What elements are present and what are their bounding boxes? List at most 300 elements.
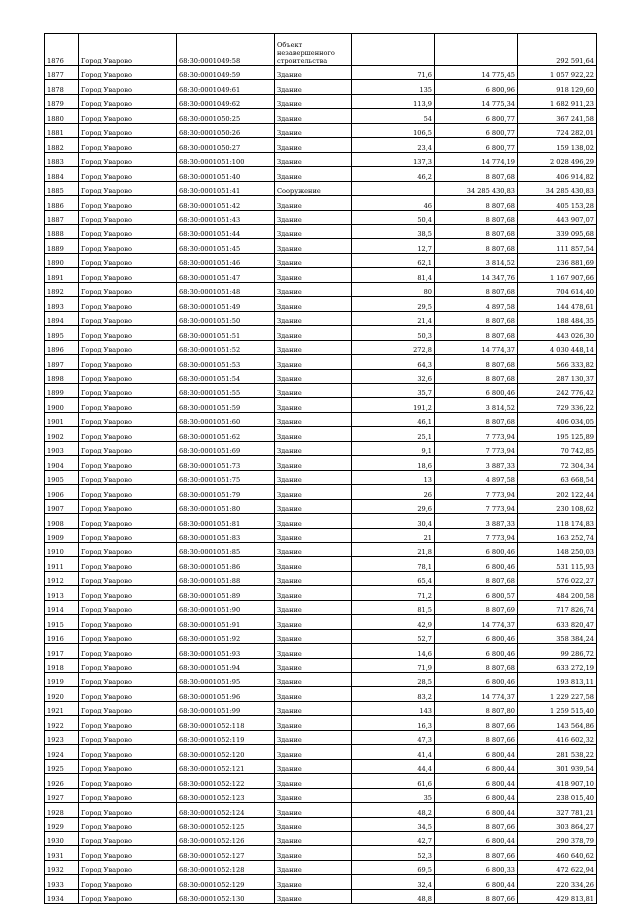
table-row: [45, 239, 597, 253]
cell-settlement: Город Уварово: [79, 412, 177, 426]
table-body: [45, 34, 597, 904]
cell-cadastral-value: 99 286,72: [518, 644, 597, 658]
cell-area: 64,3: [352, 355, 435, 369]
cell-row-number: 1881: [45, 123, 79, 137]
cell-object-type: Здание: [275, 817, 352, 831]
table-row: [45, 557, 597, 571]
cell-unit-value: 8 807,68: [435, 326, 518, 340]
cell-object-type: Здание: [275, 571, 352, 585]
cell-cadastral-number: 68:30:0001051:55: [177, 383, 275, 397]
cell-cadastral-number: 68:30:0001051:46: [177, 253, 275, 267]
cell-row-number: 1908: [45, 514, 79, 528]
cell-settlement: Город Уварово: [79, 557, 177, 571]
table-row: [45, 152, 597, 166]
table-row: [45, 499, 597, 513]
table-row: [45, 412, 597, 426]
cell-cadastral-value: 367 241,58: [518, 109, 597, 123]
table-row: [45, 441, 597, 455]
cell-object-type: Здание: [275, 268, 352, 282]
cell-cadastral-number: 68:30:0001049:58: [177, 34, 275, 66]
cell-cadastral-number: 68:30:0001049:61: [177, 80, 275, 94]
table-row: [45, 427, 597, 441]
cell-settlement: Город Уварово: [79, 832, 177, 846]
cell-object-type: Здание: [275, 80, 352, 94]
cell-settlement: Город Уварово: [79, 224, 177, 238]
cell-area: 65,4: [352, 571, 435, 585]
cell-area: 25,1: [352, 427, 435, 441]
cell-object-type: Здание: [275, 716, 352, 730]
cell-cadastral-number: 68:30:0001051:44: [177, 224, 275, 238]
table-row: [45, 123, 597, 137]
cell-area: 9,1: [352, 441, 435, 455]
cell-cadastral-value: 195 125,89: [518, 427, 597, 441]
cell-row-number: 1893: [45, 297, 79, 311]
cell-cadastral-number: 68:30:0001051:73: [177, 456, 275, 470]
cell-row-number: 1912: [45, 571, 79, 585]
cell-object-type: Здание: [275, 803, 352, 817]
cell-settlement: Город Уварово: [79, 745, 177, 759]
cell-row-number: 1882: [45, 138, 79, 152]
cell-area: [352, 34, 435, 66]
cell-area: 69,5: [352, 860, 435, 874]
cell-cadastral-value: 303 864,27: [518, 817, 597, 831]
cell-object-type: Здание: [275, 860, 352, 874]
cell-object-type: Здание: [275, 253, 352, 267]
cell-cadastral-number: 68:30:0001051:51: [177, 326, 275, 340]
cell-settlement: Город Уварово: [79, 427, 177, 441]
cell-unit-value: 6 800,77: [435, 138, 518, 152]
cell-cadastral-number: 68:30:0001050:27: [177, 138, 275, 152]
table-row: [45, 673, 597, 687]
cell-area: 272,8: [352, 340, 435, 354]
cell-settlement: Город Уварово: [79, 239, 177, 253]
cell-cadastral-value: 72 304,34: [518, 456, 597, 470]
cell-object-type: Здание: [275, 514, 352, 528]
cell-row-number: 1921: [45, 701, 79, 715]
cell-unit-value: 6 800,33: [435, 860, 518, 874]
cell-cadastral-value: 460 640,62: [518, 846, 597, 860]
cell-area: 81,5: [352, 600, 435, 614]
cell-cadastral-value: 193 813,11: [518, 673, 597, 687]
cell-unit-value: 7 773,94: [435, 441, 518, 455]
cell-area: 21,8: [352, 542, 435, 556]
cell-row-number: 1927: [45, 788, 79, 802]
cell-cadastral-number: 68:30:0001051:54: [177, 369, 275, 383]
cell-cadastral-value: 724 282,01: [518, 123, 597, 137]
table-row: [45, 109, 597, 123]
cell-settlement: Город Уварово: [79, 701, 177, 715]
cell-unit-value: 3 814,52: [435, 253, 518, 267]
cell-cadastral-value: 238 015,40: [518, 788, 597, 802]
table-row: [45, 875, 597, 889]
cell-settlement: Город Уварово: [79, 846, 177, 860]
table-row: [45, 398, 597, 412]
cell-object-type: Здание: [275, 152, 352, 166]
cell-settlement: Город Уварово: [79, 152, 177, 166]
cell-cadastral-number: 68:30:0001051:100: [177, 152, 275, 166]
cell-settlement: Город Уварово: [79, 615, 177, 629]
cell-row-number: 1885: [45, 181, 79, 195]
cell-object-type: Здание: [275, 109, 352, 123]
cell-cadastral-value: 1 167 907,66: [518, 268, 597, 282]
cell-unit-value: 8 807,68: [435, 658, 518, 672]
cell-area: 191,2: [352, 398, 435, 412]
cell-cadastral-value: 4 030 448,14: [518, 340, 597, 354]
cell-cadastral-number: 68:30:0001051:69: [177, 441, 275, 455]
cell-cadastral-value: 1 229 227,58: [518, 687, 597, 701]
cell-row-number: 1894: [45, 311, 79, 325]
cell-unit-value: 3 887,33: [435, 456, 518, 470]
cell-unit-value: 6 800,46: [435, 542, 518, 556]
cell-unit-value: 3 814,52: [435, 398, 518, 412]
cell-cadastral-number: 68:30:0001050:25: [177, 109, 275, 123]
cell-area: 23,4: [352, 138, 435, 152]
cell-area: 35,7: [352, 383, 435, 397]
cell-row-number: 1890: [45, 253, 79, 267]
cell-object-type: Здание: [275, 66, 352, 80]
cell-unit-value: 4 897,58: [435, 470, 518, 484]
cell-area: 83,2: [352, 687, 435, 701]
cell-object-type: Здание: [275, 629, 352, 643]
cell-cadastral-number: 68:30:0001049:62: [177, 94, 275, 108]
cell-area: 78,1: [352, 557, 435, 571]
cell-row-number: 1891: [45, 268, 79, 282]
cell-area: 13: [352, 470, 435, 484]
cell-cadastral-number: 68:30:0001051:40: [177, 167, 275, 181]
cell-row-number: 1876: [45, 34, 79, 66]
cell-object-type: Здание: [275, 875, 352, 889]
cell-object-type: Здание: [275, 832, 352, 846]
cell-cadastral-number: 68:30:0001051:80: [177, 499, 275, 513]
cell-row-number: 1905: [45, 470, 79, 484]
table-row: [45, 80, 597, 94]
cell-cadastral-number: 68:30:0001051:96: [177, 687, 275, 701]
cell-cadastral-number: 68:30:0001051:75: [177, 470, 275, 484]
cell-settlement: Город Уварово: [79, 470, 177, 484]
cell-object-type: Здание: [275, 542, 352, 556]
cell-object-type: Здание: [275, 441, 352, 455]
table-row: [45, 340, 597, 354]
cell-area: 28,5: [352, 673, 435, 687]
cell-settlement: Город Уварово: [79, 730, 177, 744]
cell-object-type: Здание: [275, 658, 352, 672]
cell-unit-value: 14 775,34: [435, 94, 518, 108]
cell-settlement: Город Уварово: [79, 860, 177, 874]
cell-cadastral-number: 68:30:0001051:94: [177, 658, 275, 672]
cell-unit-value: 14 774,37: [435, 615, 518, 629]
cell-settlement: Город Уварово: [79, 817, 177, 831]
cell-object-type: Здание: [275, 586, 352, 600]
cell-cadastral-number: 68:30:0001052:130: [177, 889, 275, 903]
table-row: [45, 716, 597, 730]
cell-object-type: Здание: [275, 788, 352, 802]
cell-object-type: Здание: [275, 326, 352, 340]
cell-cadastral-value: 188 484,35: [518, 311, 597, 325]
table-row: [45, 253, 597, 267]
cell-object-type: Здание: [275, 398, 352, 412]
cell-row-number: 1923: [45, 730, 79, 744]
cell-unit-value: 8 807,68: [435, 311, 518, 325]
cell-cadastral-value: 163 252,74: [518, 528, 597, 542]
cell-unit-value: 3 887,33: [435, 514, 518, 528]
cell-object-type: Здание: [275, 846, 352, 860]
cell-area: 143: [352, 701, 435, 715]
cell-cadastral-value: 292 591,64: [518, 34, 597, 66]
cell-row-number: 1926: [45, 774, 79, 788]
cell-cadastral-number: 68:30:0001051:88: [177, 571, 275, 585]
cell-object-type: Здание: [275, 889, 352, 903]
cell-unit-value: 6 800,57: [435, 586, 518, 600]
cell-object-type: Здание: [275, 485, 352, 499]
cell-area: 18,6: [352, 456, 435, 470]
cell-cadastral-value: 729 336,22: [518, 398, 597, 412]
cell-settlement: Город Уварово: [79, 196, 177, 210]
cell-cadastral-value: 429 813,81: [518, 889, 597, 903]
cell-area: 80: [352, 282, 435, 296]
cell-cadastral-number: 68:30:0001051:43: [177, 210, 275, 224]
cell-cadastral-number: 68:30:0001051:59: [177, 398, 275, 412]
table-row: [45, 210, 597, 224]
cell-settlement: Город Уварово: [79, 687, 177, 701]
cell-settlement: Город Уварово: [79, 297, 177, 311]
cell-cadastral-value: 717 826,74: [518, 600, 597, 614]
cell-area: 46,2: [352, 167, 435, 181]
cell-cadastral-number: 68:30:0001052:125: [177, 817, 275, 831]
cell-row-number: 1911: [45, 557, 79, 571]
cell-cadastral-value: 202 122,44: [518, 485, 597, 499]
cell-cadastral-number: 68:30:0001051:41: [177, 181, 275, 195]
cell-object-type: Здание: [275, 470, 352, 484]
cell-object-type: Здание: [275, 673, 352, 687]
table-row: [45, 701, 597, 715]
cell-unit-value: 6 800,77: [435, 123, 518, 137]
cell-row-number: 1933: [45, 875, 79, 889]
cell-object-type: Сооружение: [275, 181, 352, 195]
cell-cadastral-value: 704 614,40: [518, 282, 597, 296]
cell-row-number: 1892: [45, 282, 79, 296]
cell-cadastral-value: 143 564,86: [518, 716, 597, 730]
cell-row-number: 1901: [45, 412, 79, 426]
cell-cadastral-value: 443 026,30: [518, 326, 597, 340]
table-row: [45, 456, 597, 470]
cell-unit-value: [435, 34, 518, 66]
cell-object-type: Здание: [275, 759, 352, 773]
cell-cadastral-number: 68:30:0001052:124: [177, 803, 275, 817]
cell-settlement: Город Уварово: [79, 673, 177, 687]
cell-area: 46,1: [352, 412, 435, 426]
cell-object-type: Здание: [275, 282, 352, 296]
cell-cadastral-number: 68:30:0001051:95: [177, 673, 275, 687]
cell-object-type: Здание: [275, 615, 352, 629]
cell-cadastral-number: 68:30:0001051:89: [177, 586, 275, 600]
table-row: [45, 542, 597, 556]
cell-cadastral-value: 287 130,37: [518, 369, 597, 383]
table-row: [45, 644, 597, 658]
cell-cadastral-value: 118 174,83: [518, 514, 597, 528]
cell-area: 41,4: [352, 745, 435, 759]
cell-cadastral-number: 68:30:0001051:91: [177, 615, 275, 629]
cell-area: 62,1: [352, 253, 435, 267]
cell-cadastral-number: 68:30:0001051:62: [177, 427, 275, 441]
cell-object-type: Здание: [275, 745, 352, 759]
cell-row-number: 1899: [45, 383, 79, 397]
cell-area: 29,5: [352, 297, 435, 311]
cell-cadastral-value: 418 907,10: [518, 774, 597, 788]
cell-unit-value: 6 800,44: [435, 875, 518, 889]
cell-settlement: Город Уварово: [79, 586, 177, 600]
cell-row-number: 1919: [45, 673, 79, 687]
table-row: [45, 383, 597, 397]
cell-settlement: Город Уварово: [79, 282, 177, 296]
cell-row-number: 1920: [45, 687, 79, 701]
cell-area: 52,7: [352, 629, 435, 643]
cell-area: 61,6: [352, 774, 435, 788]
cell-area: 47,3: [352, 730, 435, 744]
table-row: [45, 167, 597, 181]
cell-settlement: Город Уварово: [79, 66, 177, 80]
cell-area: 81,4: [352, 268, 435, 282]
table-row: [45, 600, 597, 614]
cell-unit-value: 6 800,46: [435, 673, 518, 687]
cell-settlement: Город Уварово: [79, 383, 177, 397]
cell-unit-value: 8 807,69: [435, 600, 518, 614]
cell-object-type: Здание: [275, 94, 352, 108]
cell-area: 30,4: [352, 514, 435, 528]
cell-cadastral-value: 531 115,93: [518, 557, 597, 571]
cell-unit-value: 8 807,68: [435, 571, 518, 585]
cell-object-type: Здание: [275, 383, 352, 397]
table-row: [45, 860, 597, 874]
table-row: [45, 817, 597, 831]
cell-settlement: Город Уварово: [79, 803, 177, 817]
cell-unit-value: 8 807,68: [435, 210, 518, 224]
cell-settlement: Город Уварово: [79, 889, 177, 903]
cell-cadastral-number: 68:30:0001051:85: [177, 542, 275, 556]
cell-unit-value: 7 773,94: [435, 485, 518, 499]
cell-object-type: Здание: [275, 239, 352, 253]
cell-area: 71,9: [352, 658, 435, 672]
cell-object-type: Здание: [275, 427, 352, 441]
cell-object-type: Здание: [275, 774, 352, 788]
cell-cadastral-value: 406 034,05: [518, 412, 597, 426]
cell-settlement: Город Уварово: [79, 253, 177, 267]
cell-object-type: Здание: [275, 528, 352, 542]
cell-unit-value: 8 807,66: [435, 817, 518, 831]
cadastral-value-table: [44, 33, 597, 904]
cell-area: [352, 181, 435, 195]
cell-object-type: Здание: [275, 456, 352, 470]
cell-unit-value: 8 807,66: [435, 889, 518, 903]
cell-settlement: Город Уварово: [79, 875, 177, 889]
cell-area: 38,5: [352, 224, 435, 238]
cell-unit-value: 8 807,80: [435, 701, 518, 715]
cell-cadastral-number: 68:30:0001052:126: [177, 832, 275, 846]
cell-settlement: Город Уварово: [79, 80, 177, 94]
cell-area: 26: [352, 485, 435, 499]
cell-object-type: Здание: [275, 311, 352, 325]
cell-unit-value: 8 807,68: [435, 355, 518, 369]
cell-row-number: 1909: [45, 528, 79, 542]
cell-unit-value: 8 807,66: [435, 846, 518, 860]
cell-object-type: Здание: [275, 412, 352, 426]
cell-row-number: 1929: [45, 817, 79, 831]
cell-object-type: Здание: [275, 499, 352, 513]
cell-area: 35: [352, 788, 435, 802]
cell-row-number: 1889: [45, 239, 79, 253]
cell-object-type: Здание: [275, 644, 352, 658]
table-row: [45, 66, 597, 80]
cell-cadastral-number: 68:30:0001051:49: [177, 297, 275, 311]
cell-settlement: Город Уварово: [79, 542, 177, 556]
cell-area: 14,6: [352, 644, 435, 658]
cell-settlement: Город Уварово: [79, 181, 177, 195]
cell-settlement: Город Уварово: [79, 34, 177, 66]
cell-unit-value: 6 800,44: [435, 745, 518, 759]
cell-settlement: Город Уварово: [79, 629, 177, 643]
cell-row-number: 1880: [45, 109, 79, 123]
cell-settlement: Город Уварово: [79, 94, 177, 108]
cell-row-number: 1915: [45, 615, 79, 629]
table-row: [45, 514, 597, 528]
cell-area: 71,2: [352, 586, 435, 600]
cell-settlement: Город Уварово: [79, 123, 177, 137]
table-row: [45, 615, 597, 629]
cell-settlement: Город Уварово: [79, 167, 177, 181]
cell-cadastral-number: 68:30:0001051:45: [177, 239, 275, 253]
cell-settlement: Город Уварово: [79, 268, 177, 282]
cell-area: 29,6: [352, 499, 435, 513]
cell-row-number: 1904: [45, 456, 79, 470]
cell-cadastral-value: 301 939,54: [518, 759, 597, 773]
cell-cadastral-number: 68:30:0001051:92: [177, 629, 275, 643]
cell-unit-value: 8 807,66: [435, 716, 518, 730]
table-row: [45, 586, 597, 600]
cell-cadastral-value: 2 028 496,29: [518, 152, 597, 166]
cell-row-number: 1925: [45, 759, 79, 773]
cell-cadastral-number: 68:30:0001052:128: [177, 860, 275, 874]
cell-unit-value: 14 774,37: [435, 340, 518, 354]
cell-cadastral-value: 159 138,02: [518, 138, 597, 152]
cell-unit-value: 6 800,46: [435, 383, 518, 397]
cell-cadastral-number: 68:30:0001052:119: [177, 730, 275, 744]
cell-cadastral-value: 70 742,85: [518, 441, 597, 455]
cell-cadastral-number: 68:30:0001050:26: [177, 123, 275, 137]
cell-cadastral-value: 472 622,94: [518, 860, 597, 874]
cell-object-type: Здание: [275, 224, 352, 238]
cell-row-number: 1900: [45, 398, 79, 412]
cell-settlement: Город Уварово: [79, 528, 177, 542]
cell-cadastral-number: 68:30:0001051:86: [177, 557, 275, 571]
cell-cadastral-value: 1 057 922,22: [518, 66, 597, 80]
cell-unit-value: 7 773,94: [435, 499, 518, 513]
cell-settlement: Город Уварово: [79, 369, 177, 383]
cell-area: 42,9: [352, 615, 435, 629]
cell-row-number: 1910: [45, 542, 79, 556]
cell-row-number: 1898: [45, 369, 79, 383]
cell-unit-value: 6 800,44: [435, 832, 518, 846]
cell-settlement: Город Уварово: [79, 485, 177, 499]
cell-unit-value: 8 807,68: [435, 239, 518, 253]
cell-row-number: 1896: [45, 340, 79, 354]
cell-object-type: Здание: [275, 167, 352, 181]
cell-area: 34,5: [352, 817, 435, 831]
cell-unit-value: 6 800,46: [435, 629, 518, 643]
cell-cadastral-value: 144 478,61: [518, 297, 597, 311]
table-row: [45, 224, 597, 238]
cell-object-type: Здание: [275, 730, 352, 744]
cell-cadastral-number: 68:30:0001052:120: [177, 745, 275, 759]
cell-unit-value: 8 807,68: [435, 224, 518, 238]
